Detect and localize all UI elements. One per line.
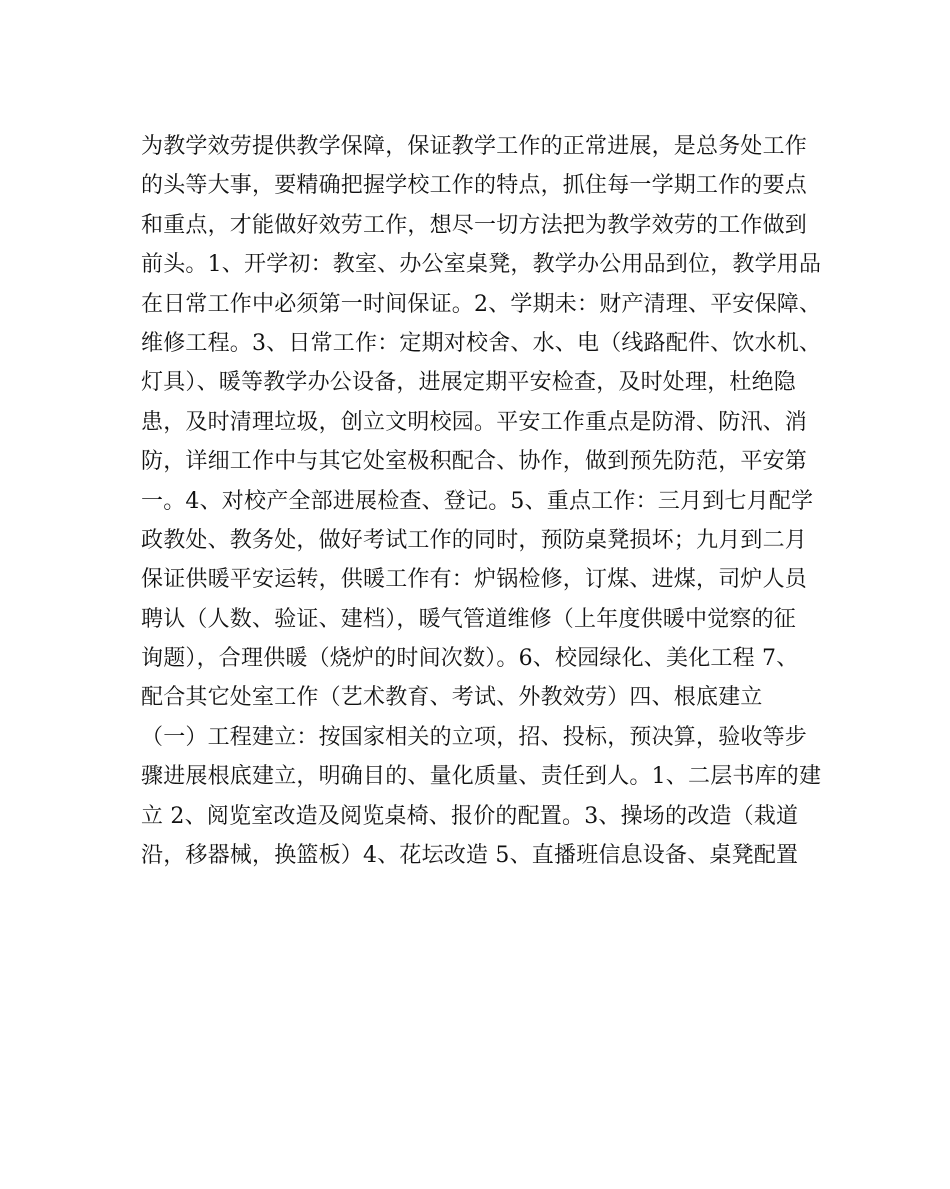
- text-line-18: 立 2、阅览室改造及阅览桌椅、报价的配置。3、操场的改造（栽道: [141, 803, 799, 829]
- text-line-9: 防，详细工作中与其它处室极积配合、协作，做到预先防范，平安第: [141, 449, 808, 475]
- text-line-17: 骤进展根底建立，明确目的、量化质量、责任到人。1、二层书库的建: [141, 764, 822, 790]
- text-line-15: 配合其它处室工作（艺术教育、考试、外教效劳）四、根底建立: [141, 685, 763, 711]
- text-line-10: 一。4、对校产全部进展检查、登记。5、重点工作：三月到七月配学: [141, 488, 814, 514]
- text-line-19: 沿，移器械，换篮板）4、花坛改造 5、直播班信息设备、桌凳配置: [141, 843, 799, 869]
- text-line-12: 保证供暖平安运转，供暖工作有：炉锅检修，订煤、进煤，司炉人员: [141, 567, 808, 593]
- text-line-5: 在日常工作中必须第一时间保证。2、学期未：财产清理、平安保障、: [141, 291, 822, 317]
- text-line-3: 和重点，才能做好效劳工作，想尽一切方法把为教学效劳的工作做到: [141, 212, 808, 238]
- text-line-8: 患，及时清理垃圾，创立文明校园。平安工作重点是防滑、防汛、消: [141, 409, 808, 435]
- text-line-7: 灯具）、暖等教学办公设备，进展定期平安检查，及时处理，杜绝隐: [141, 370, 797, 396]
- text-line-4: 前头。1、开学初：教室、办公室桌凳，教学办公用品到位，教学用品: [141, 252, 822, 278]
- text-line-6: 维修工程。3、日常工作：定期对校舍、水、电（线路配件、饮水机、: [141, 330, 822, 356]
- body-text: [141, 127, 822, 875]
- text-line-14: 询题），合理供暖（烧炉的时间次数）。6、校园绿化、美化工程 7、: [141, 646, 799, 672]
- text-line-11: 政教处、教务处，做好考试工作的同时，预防桌凳损坏；九月到二月: [141, 527, 808, 553]
- text-line-2: 的头等大事，要精确把握学校工作的特点，抓住每一学期工作的要点: [141, 173, 808, 199]
- text-line-13: 聘认（人数、验证、建档），暖气管道维修（上年度供暖中觉察的征: [141, 606, 797, 632]
- text-line-16: （一）工程建立：按国家相关的立项，招、投标，预决算，验收等步: [141, 724, 808, 750]
- text-line-1: 为教学效劳提供教学保障，保证教学工作的正常进展，是总务处工作: [141, 134, 808, 159]
